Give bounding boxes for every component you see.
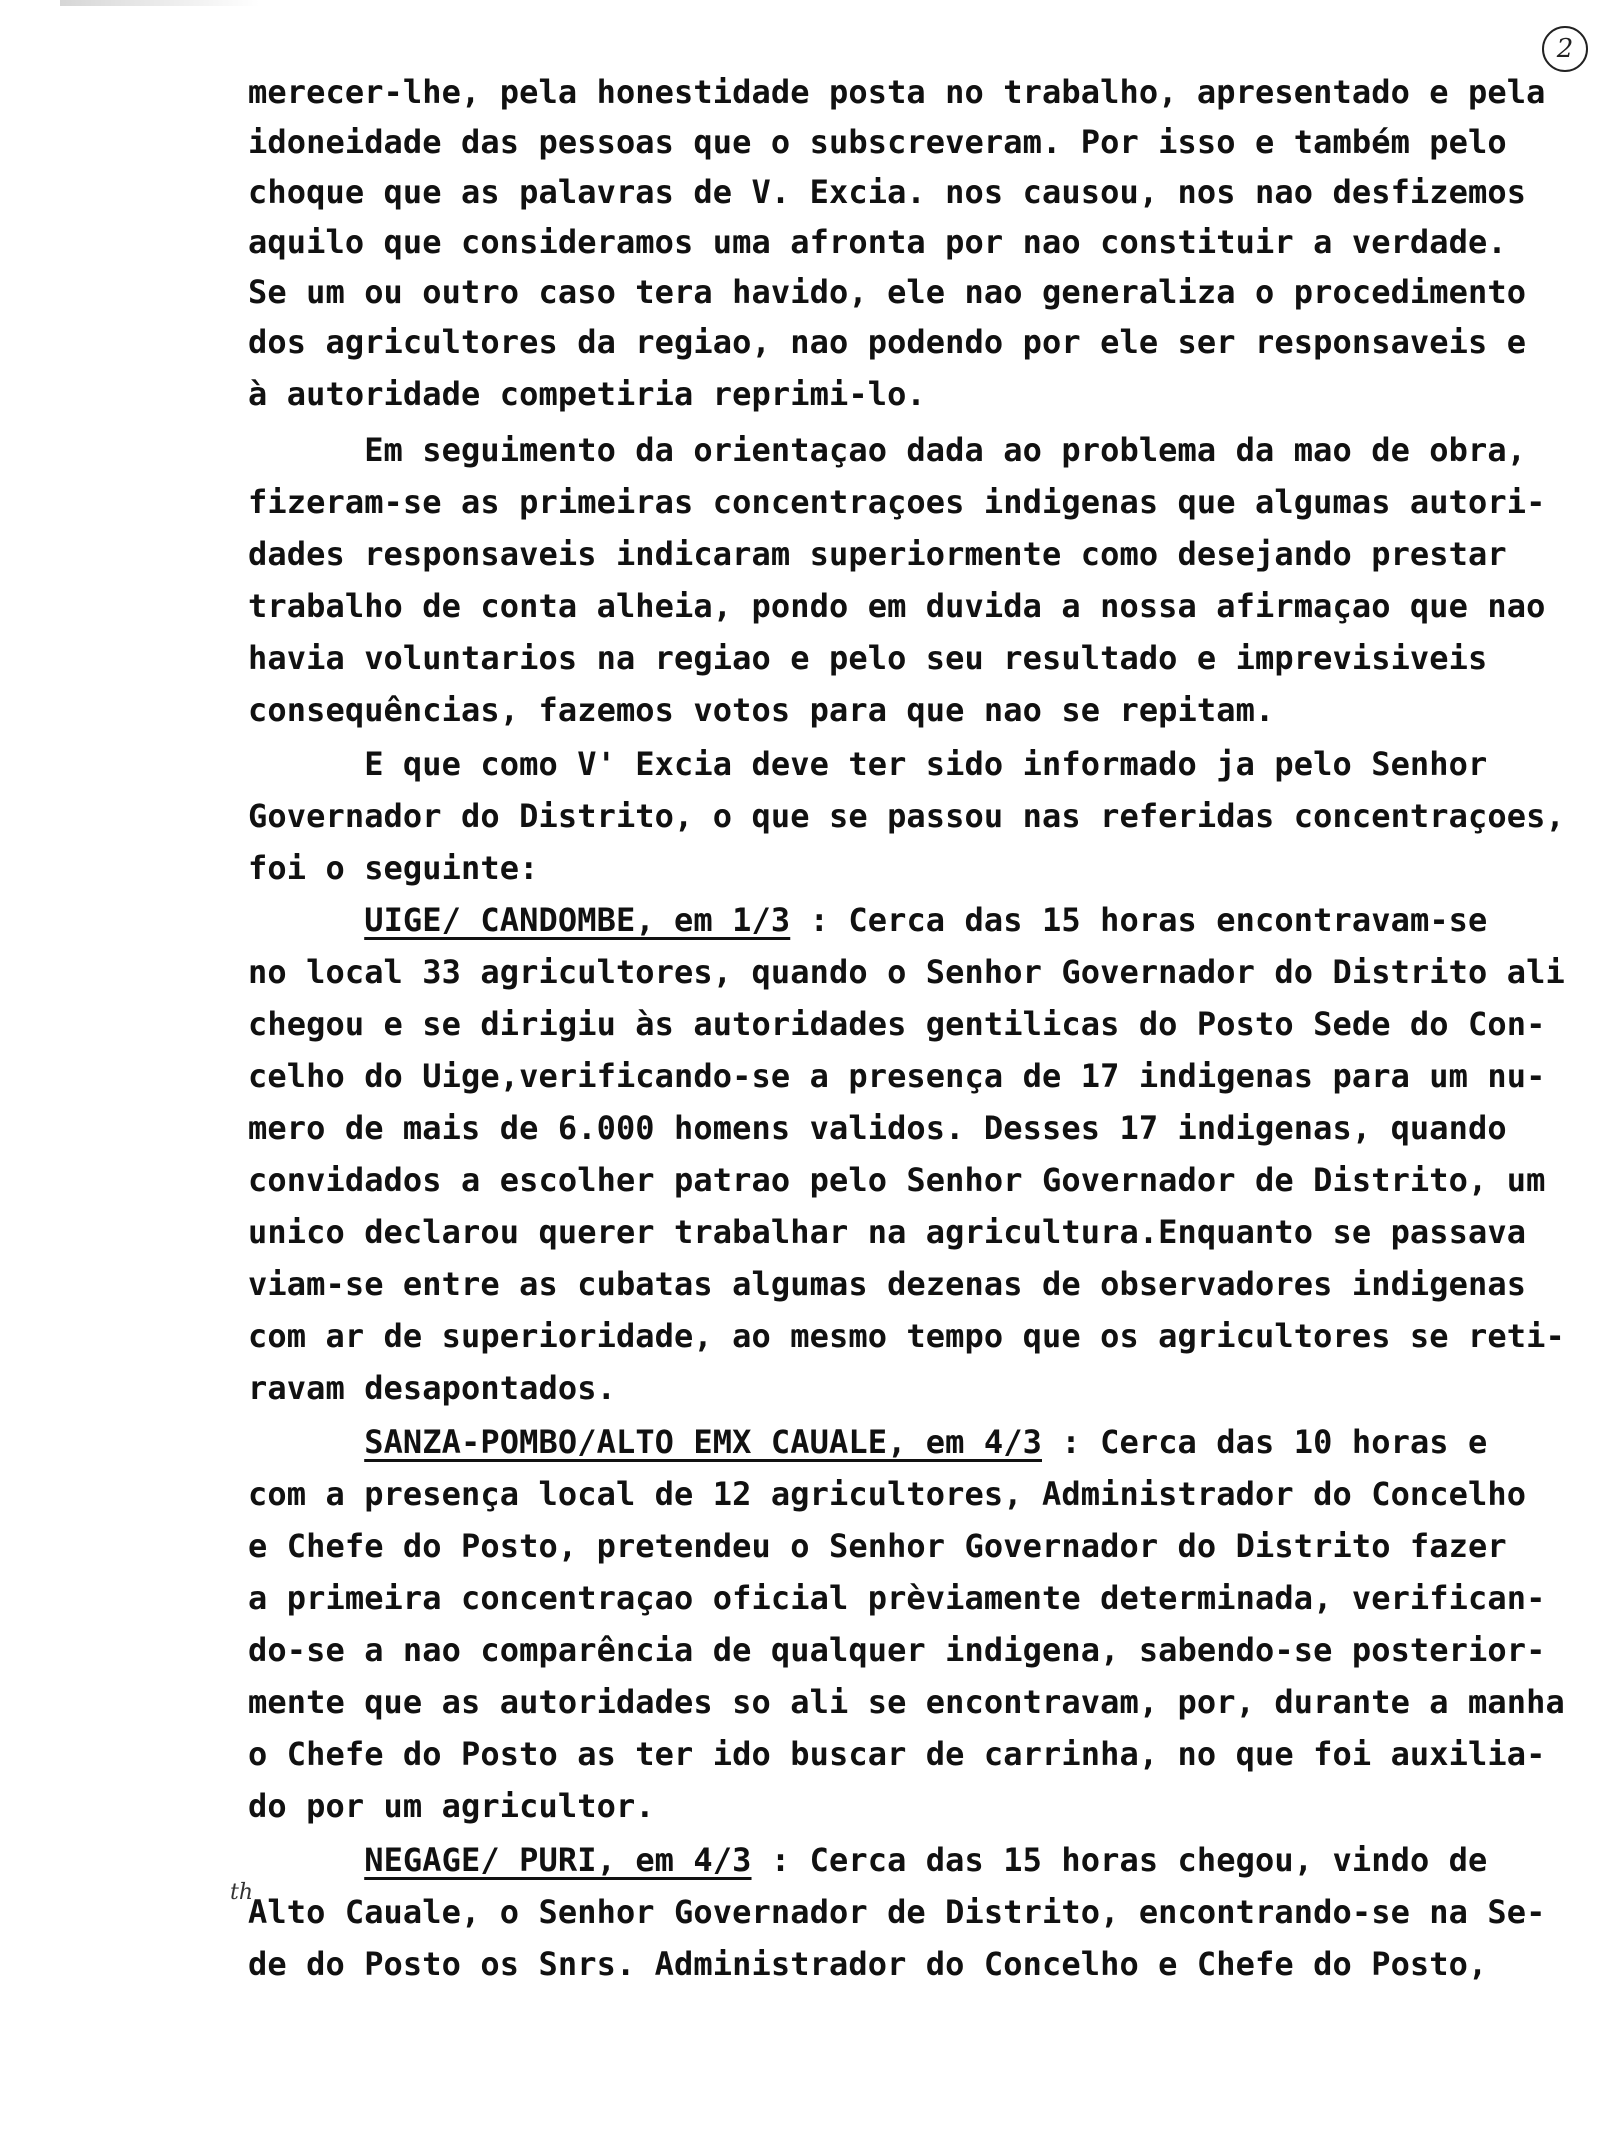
text-line: convidados a escolher patrao pelo Senhor Governador de Distrito, um <box>248 1161 1546 1199</box>
text-line: de do Posto os Snrs. Administrador do Concelho e Chefe do Posto, <box>248 1945 1488 1983</box>
section-heading: NEGAGE/ PURI, em 4/3 <box>364 1841 752 1879</box>
text-line: Governador do Distrito, o que se passou nas referidas concentraçoes, <box>248 797 1565 835</box>
text-line: com a presença local de 12 agricultores, Administrador do Concelho <box>248 1475 1527 1513</box>
text-line: fizeram-se as primeiras concentraçoes indigenas que algumas autori- <box>248 483 1546 521</box>
text-line: dos agricultores da regiao, nao podendo por ele ser responsaveis e <box>248 323 1527 361</box>
text-line: havia voluntarios na regiao e pelo seu resultado e imprevisiveis <box>248 639 1488 677</box>
text-line: mente que as autoridades so ali se encontravam, por, durante a manha <box>248 1683 1565 1721</box>
section-heading: SANZA-POMBO/ALTO EMX CAUALE, em 4/3 <box>364 1423 1042 1461</box>
text-line: o Chefe do Posto as ter ido buscar de carrinha, no que foi auxilia- <box>248 1735 1546 1773</box>
text-line: à autoridade competiria reprimi-lo. <box>248 375 926 413</box>
text-span: : Cerca das 10 horas e <box>1042 1423 1488 1461</box>
text-line: aquilo que consideramos uma afronta por nao constituir a verdade. <box>248 223 1507 261</box>
section-heading: UIGE/ CANDOMBE, em 1/3 <box>364 901 791 939</box>
section-heading-line <box>248 900 1588 940</box>
text-line: trabalho de conta alheia, pondo em duvida a nossa afirmaçao que nao <box>248 587 1546 625</box>
text-line: choque que as palavras de V. Excia. nos causou, nos nao desfizemos <box>248 173 1527 211</box>
page-number: 2 <box>1542 26 1588 72</box>
text-line: unico declarou querer trabalhar na agricultura.Enquanto se passava <box>248 1213 1527 1251</box>
text-line: E que como V' Excia deve ter sido informado ja pelo Senhor <box>248 745 1488 783</box>
text-line: merecer-lhe, pela honestidade posta no trabalho, apresentado e pela <box>248 73 1546 111</box>
text-line: Alto Cauale, o Senhor Governador de Distrito, encontrando-se na Se- <box>248 1893 1546 1931</box>
text-line: consequências, fazemos votos para que nao se repitam. <box>248 691 1275 729</box>
text-line: e Chefe do Posto, pretendeu o Senhor Governador do Distrito fazer <box>248 1527 1507 1565</box>
text-span: : Cerca das 15 horas encontravam-se <box>790 901 1488 939</box>
text-line: do-se a nao comparência de qualquer indigena, sabendo-se posterior- <box>248 1631 1546 1669</box>
section-heading-line <box>248 1422 1588 1462</box>
text-line: foi o seguinte: <box>248 849 539 887</box>
text-line: com ar de superioridade, ao mesmo tempo que os agricultores se reti- <box>248 1317 1565 1355</box>
text-line: chegou e se dirigiu às autoridades gentilicas do Posto Sede do Con- <box>248 1005 1546 1043</box>
text-line: dades responsaveis indicaram superiormente como desejando prestar <box>248 535 1507 573</box>
margin-note: th <box>230 1880 254 1905</box>
text-line: idoneidade das pessoas que o subscreveram. Por isso e também pelo <box>248 123 1507 161</box>
text-line: ravam desapontados. <box>248 1369 616 1407</box>
text-line: do por um agricultor. <box>248 1787 655 1825</box>
scan-artifact <box>60 0 260 6</box>
text-line: mero de mais de 6.000 homens validos. Desses 17 indigenas, quando <box>248 1109 1507 1147</box>
text-line: Se um ou outro caso tera havido, ele nao generaliza o procedimento <box>248 273 1527 311</box>
text-line: viam-se entre as cubatas algumas dezenas de observadores indigenas <box>248 1265 1527 1303</box>
text-line: no local 33 agricultores, quando o Senhor Governador do Distrito ali <box>248 953 1565 991</box>
text-line: Em seguimento da orientaçao dada ao problema da mao de obra, <box>248 431 1527 469</box>
text-span: : Cerca das 15 horas chegou, vindo de <box>751 1841 1488 1879</box>
section-heading-line <box>248 1840 1588 1880</box>
text-line: celho do Uige,verificando-se a presença de 17 indigenas para um nu- <box>248 1057 1546 1095</box>
text-line: a primeira concentraçao oficial prèviamente determinada, verifican- <box>248 1579 1546 1617</box>
